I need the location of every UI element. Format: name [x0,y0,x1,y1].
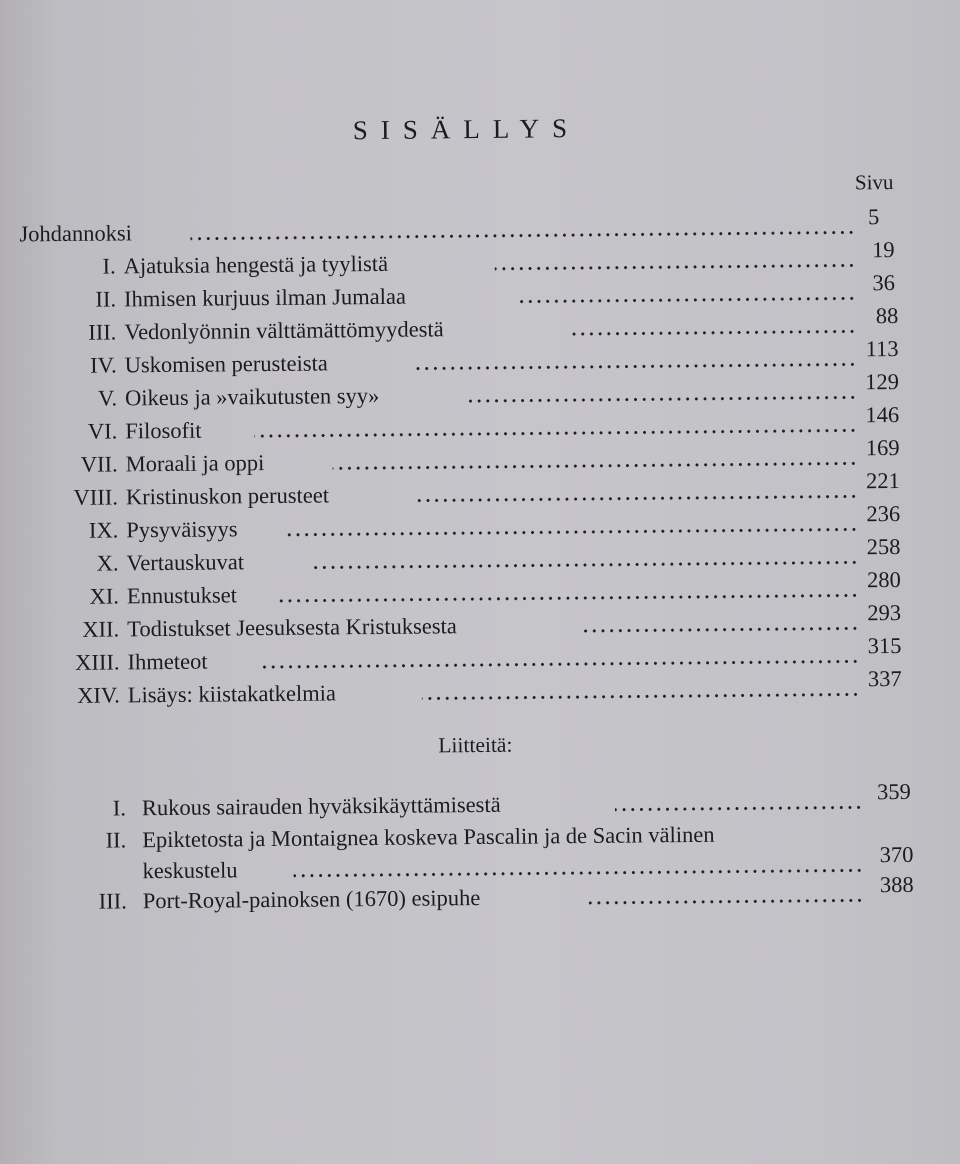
entry-page: 315 [867,632,902,659]
entry-numeral: II. [105,827,127,853]
entry-page: 236 [866,500,901,527]
entry-page: 359 [876,778,911,805]
dot-leader [278,593,859,603]
dot-leader [190,230,855,240]
dot-leader [519,296,856,303]
entry-page: 169 [865,434,900,461]
entry-page: 19 [871,237,895,263]
entry-numeral: VI. [87,418,118,444]
entry-page: 113 [865,335,899,362]
dot-leader [294,868,864,877]
entry-page: 337 [867,665,902,692]
entry-label: Vedonlyönnin välttämättömyydestä [124,316,444,345]
entry-label: Ihmeteot [127,648,208,675]
entry-page: 146 [865,401,900,428]
entry-numeral: XII. [82,616,120,642]
entry-numeral: II. [95,286,117,312]
entry-label: Ajatuksia hengestä ja tyylistä [123,250,389,279]
entry-label: Oikeus ja »vaikutusten syy» [124,382,380,411]
entry-numeral: III. [98,888,127,914]
entry-page: 5 [867,204,880,230]
dot-leader [415,494,858,502]
page-title: SISÄLLYS [352,113,581,146]
entry-page: 258 [866,533,901,560]
dot-leader [589,898,864,905]
entry-numeral: XIII. [75,649,120,675]
entry-numeral: IV. [90,352,117,378]
entry-page: 221 [865,467,900,494]
entry-label: Vertauskuvat [126,549,245,576]
dot-leader [333,461,858,470]
appendices-heading: Liitteitä: [438,732,513,758]
dot-leader [283,527,858,537]
entry-numeral: X. [96,550,119,576]
dot-leader [495,263,856,270]
page-column-header: Sivu [854,170,894,195]
dot-leader [572,329,856,336]
entry-page: 36 [872,270,896,296]
entry-label: Ihmisen kurjuus ilman Jumalaa [123,283,406,312]
entry-page: 370 [879,841,914,868]
dot-leader [581,626,859,633]
dot-leader [260,659,860,669]
entry-label-continued: keskustelu [142,857,238,884]
entry-numeral: VIII. [73,484,119,510]
entry-label: Moraali ja oppi [125,450,265,477]
entry-numeral: V. [97,385,118,411]
entry-numeral: XIV. [77,682,120,708]
dot-leader [467,395,857,403]
entry-label: Ennustukset [126,582,238,609]
entry-label: Kristinuskon perusteet [125,482,330,510]
entry-label: Johdannoksi [19,220,133,247]
entry-page: 88 [875,302,899,329]
entry-numeral: VII. [80,451,118,477]
entry-label: Epiktetosta ja Montaignea koskeva Pascalin ja de Sacin välinen [142,821,715,853]
entry-label: Filosofit [125,417,202,444]
entry-numeral: I. [112,795,127,821]
entry-label: Todistukset Jeesuksesta Kristuksesta [127,613,457,642]
dot-leader [412,362,857,370]
dot-leader [422,692,860,700]
entry-label: Uskomisen perusteista [124,350,328,378]
entry-label: Lisäys: kiistakatkelmia [127,680,337,708]
entry-label: Pysyväisyys [126,516,238,543]
entry-page: 388 [879,871,914,898]
entry-numeral: I. [102,253,116,279]
dot-leader [615,805,863,811]
entry-page: 293 [867,599,902,626]
entry-label: Rukous sairauden hyväksikäyttämisestä [141,791,501,821]
dot-leader [311,560,859,569]
entry-page: 129 [865,368,900,395]
entry-numeral: IX. [88,517,119,543]
entry-numeral: III. [88,319,117,345]
entry-page: 280 [866,566,901,593]
dot-leader [254,428,857,438]
entry-numeral: XI. [89,583,120,609]
entry-label: Port-Royal-painoksen (1670) esipuhe [142,885,481,914]
